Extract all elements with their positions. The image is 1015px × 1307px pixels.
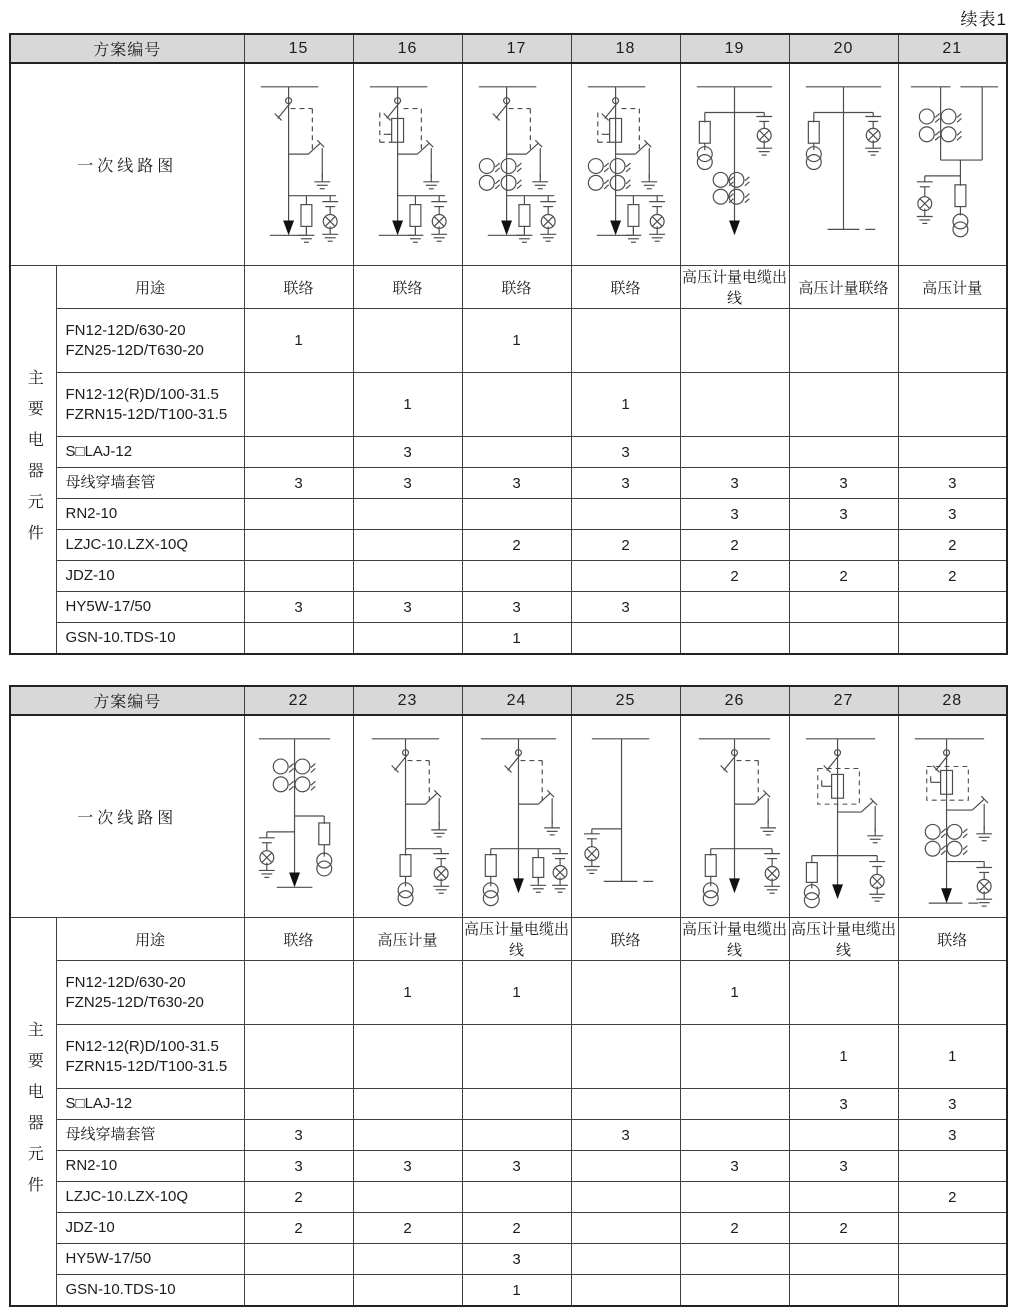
quantity-cell: 2 bbox=[898, 1182, 1007, 1213]
diagram-cell-19 bbox=[680, 63, 789, 266]
scheme-number-17: 17 bbox=[462, 34, 571, 63]
component-name-cell bbox=[56, 561, 244, 592]
circuit-diagram-icon-23 bbox=[354, 717, 461, 917]
component-name-line: GSN-10.TDS-10 bbox=[65, 1281, 176, 1299]
plan-number-header: 方案编号 bbox=[10, 34, 244, 63]
main-components-side-label: 主要电器元件 bbox=[25, 368, 43, 555]
quantity-cell bbox=[353, 499, 462, 530]
quantity-cell bbox=[680, 623, 789, 655]
quantity-cell bbox=[898, 1213, 1007, 1244]
component-name-line: LZJC-10.LZX-10Q bbox=[65, 536, 189, 554]
scheme-number-28: 28 bbox=[898, 686, 1007, 715]
usage-cell-25: 联络 bbox=[571, 918, 680, 961]
diagram-cell-15 bbox=[244, 63, 353, 266]
scheme-number-18: 18 bbox=[571, 34, 680, 63]
main-components-side-label-cell bbox=[10, 918, 56, 1307]
main-components-side-label: 主要电器元件 bbox=[25, 1020, 43, 1207]
component-name-cell bbox=[56, 1120, 244, 1151]
scheme-number-26: 26 bbox=[680, 686, 789, 715]
component-row bbox=[10, 1025, 1007, 1089]
quantity-cell: 3 bbox=[898, 1120, 1007, 1151]
quantity-cell bbox=[462, 561, 571, 592]
quantity-cell: 3 bbox=[680, 468, 789, 499]
usage-cell-27: 高压计量电缆出线 bbox=[789, 918, 898, 961]
component-row bbox=[10, 309, 1007, 373]
quantity-cell bbox=[789, 373, 898, 437]
quantity-cell bbox=[571, 1213, 680, 1244]
quantity-cell bbox=[789, 1120, 898, 1151]
quantity-cell: 1 bbox=[462, 1275, 571, 1307]
diagram-row bbox=[10, 715, 1007, 918]
component-name-cell bbox=[56, 437, 244, 468]
quantity-cell: 1 bbox=[680, 961, 789, 1025]
quantity-cell: 2 bbox=[244, 1182, 353, 1213]
quantity-cell: 3 bbox=[244, 592, 353, 623]
component-name-line: FZN25-12D/T630-20 bbox=[65, 993, 204, 1011]
quantity-cell: 2 bbox=[680, 561, 789, 592]
component-name-line: HY5W-17/50 bbox=[65, 598, 152, 616]
quantity-cell: 2 bbox=[789, 1213, 898, 1244]
quantity-cell: 2 bbox=[571, 530, 680, 561]
diagram-cell-22 bbox=[244, 715, 353, 918]
usage-row bbox=[10, 918, 1007, 961]
scheme-number-23: 23 bbox=[353, 686, 462, 715]
component-row bbox=[10, 592, 1007, 623]
scheme-header-row bbox=[10, 34, 1007, 63]
quantity-cell: 1 bbox=[353, 961, 462, 1025]
usage-cell-28: 联络 bbox=[898, 918, 1007, 961]
quantity-cell bbox=[244, 499, 353, 530]
quantity-cell bbox=[898, 1151, 1007, 1182]
scheme-number-20: 20 bbox=[789, 34, 898, 63]
quantity-cell bbox=[789, 309, 898, 373]
quantity-cell: 2 bbox=[898, 530, 1007, 561]
quantity-cell: 1 bbox=[244, 309, 353, 373]
circuit-diagram-icon-28 bbox=[899, 717, 1006, 917]
quantity-cell bbox=[353, 623, 462, 655]
component-name-cell bbox=[56, 1275, 244, 1307]
quantity-cell bbox=[244, 1089, 353, 1120]
plan-number-header: 方案编号 bbox=[10, 686, 244, 715]
usage-cell-24: 高压计量电缆出线 bbox=[462, 918, 571, 961]
component-name-line: JDZ-10 bbox=[65, 567, 115, 585]
usage-cell-15: 联络 bbox=[244, 266, 353, 309]
component-name-cell bbox=[56, 623, 244, 655]
component-name-cell bbox=[56, 373, 244, 437]
scheme-table-15-21 bbox=[9, 33, 1008, 655]
quantity-cell: 1 bbox=[353, 373, 462, 437]
usage-cell-26: 高压计量电缆出线 bbox=[680, 918, 789, 961]
component-name-cell bbox=[56, 1244, 244, 1275]
quantity-cell: 3 bbox=[571, 437, 680, 468]
diagram-cell-24 bbox=[462, 715, 571, 918]
usage-cell-20: 高压计量联络 bbox=[789, 266, 898, 309]
quantity-cell: 3 bbox=[353, 468, 462, 499]
quantity-cell bbox=[353, 1182, 462, 1213]
quantity-cell: 3 bbox=[898, 468, 1007, 499]
quantity-cell bbox=[571, 1089, 680, 1120]
quantity-cell bbox=[244, 530, 353, 561]
component-name-cell bbox=[56, 1089, 244, 1120]
quantity-cell: 2 bbox=[680, 530, 789, 561]
component-name-cell bbox=[56, 530, 244, 561]
scheme-number-25: 25 bbox=[571, 686, 680, 715]
quantity-cell: 2 bbox=[789, 561, 898, 592]
quantity-cell: 1 bbox=[898, 1025, 1007, 1089]
quantity-cell bbox=[462, 499, 571, 530]
quantity-cell bbox=[462, 373, 571, 437]
component-row bbox=[10, 1182, 1007, 1213]
quantity-cell bbox=[680, 592, 789, 623]
scheme-number-19: 19 bbox=[680, 34, 789, 63]
quantity-cell bbox=[789, 1244, 898, 1275]
primary-circuit-label: 一次线路图 bbox=[10, 715, 244, 918]
quantity-cell bbox=[789, 1275, 898, 1307]
quantity-cell: 2 bbox=[462, 1213, 571, 1244]
component-name-line: 母线穿墙套管 bbox=[65, 1126, 156, 1144]
quantity-cell bbox=[244, 961, 353, 1025]
main-components-side-label-cell bbox=[10, 266, 56, 655]
quantity-cell bbox=[898, 309, 1007, 373]
quantity-cell bbox=[680, 1244, 789, 1275]
component-name-line: HY5W-17/50 bbox=[65, 1250, 152, 1268]
component-row bbox=[10, 530, 1007, 561]
quantity-cell bbox=[571, 1182, 680, 1213]
quantity-cell: 3 bbox=[898, 1089, 1007, 1120]
quantity-cell: 1 bbox=[462, 309, 571, 373]
quantity-cell: 3 bbox=[244, 468, 353, 499]
circuit-diagram-icon-18 bbox=[572, 65, 679, 265]
quantity-cell bbox=[353, 1244, 462, 1275]
scheme-header-row bbox=[10, 686, 1007, 715]
quantity-cell bbox=[898, 961, 1007, 1025]
quantity-cell bbox=[244, 1275, 353, 1307]
quantity-cell bbox=[353, 309, 462, 373]
quantity-cell: 3 bbox=[244, 1151, 353, 1182]
quantity-cell: 1 bbox=[789, 1025, 898, 1089]
usage-cell-17: 联络 bbox=[462, 266, 571, 309]
circuit-diagram-icon-24 bbox=[463, 717, 570, 917]
component-name-cell bbox=[56, 1213, 244, 1244]
quantity-cell: 3 bbox=[353, 1151, 462, 1182]
quantity-cell bbox=[462, 1025, 571, 1089]
usage-cell-22: 联络 bbox=[244, 918, 353, 961]
quantity-cell bbox=[244, 623, 353, 655]
quantity-cell: 2 bbox=[244, 1213, 353, 1244]
quantity-cell bbox=[571, 1275, 680, 1307]
circuit-diagram-icon-25 bbox=[572, 717, 679, 917]
component-name-line: FN12-12(R)D/100-31.5 bbox=[65, 1038, 219, 1055]
quantity-cell bbox=[680, 1089, 789, 1120]
scheme-table-22-28 bbox=[9, 685, 1008, 1307]
quantity-cell bbox=[462, 437, 571, 468]
scheme-number-21: 21 bbox=[898, 34, 1007, 63]
quantity-cell: 3 bbox=[462, 468, 571, 499]
quantity-cell: 3 bbox=[789, 1151, 898, 1182]
continuation-label: 续表1 bbox=[960, 10, 1007, 29]
diagram-cell-23 bbox=[353, 715, 462, 918]
quantity-cell: 3 bbox=[462, 592, 571, 623]
scheme-number-15: 15 bbox=[244, 34, 353, 63]
quantity-cell: 3 bbox=[244, 1120, 353, 1151]
primary-circuit-label: 一次线路图 bbox=[10, 63, 244, 266]
quantity-cell bbox=[680, 437, 789, 468]
quantity-cell bbox=[353, 561, 462, 592]
quantity-cell bbox=[571, 1151, 680, 1182]
component-row bbox=[10, 561, 1007, 592]
quantity-cell: 3 bbox=[680, 499, 789, 530]
diagram-cell-25 bbox=[571, 715, 680, 918]
quantity-cell: 3 bbox=[789, 1089, 898, 1120]
usage-cell-21: 高压计量 bbox=[898, 266, 1007, 309]
quantity-cell bbox=[898, 623, 1007, 655]
quantity-cell bbox=[789, 1182, 898, 1213]
quantity-cell: 2 bbox=[680, 1213, 789, 1244]
quantity-cell: 3 bbox=[353, 437, 462, 468]
usage-cell-23: 高压计量 bbox=[353, 918, 462, 961]
diagram-cell-26 bbox=[680, 715, 789, 918]
component-row bbox=[10, 1213, 1007, 1244]
quantity-cell: 2 bbox=[898, 561, 1007, 592]
diagram-cell-16 bbox=[353, 63, 462, 266]
usage-cell-18: 联络 bbox=[571, 266, 680, 309]
component-name-line: FN12-12D/630-20 bbox=[65, 322, 186, 339]
quantity-cell bbox=[353, 1275, 462, 1307]
quantity-cell bbox=[680, 309, 789, 373]
component-name-line: FN12-12(R)D/100-31.5 bbox=[65, 386, 219, 403]
component-row bbox=[10, 1151, 1007, 1182]
quantity-cell: 1 bbox=[462, 623, 571, 655]
circuit-diagram-icon-22 bbox=[245, 717, 352, 917]
quantity-cell bbox=[462, 1089, 571, 1120]
component-name-line: FZN25-12D/T630-20 bbox=[65, 341, 204, 359]
quantity-cell bbox=[244, 561, 353, 592]
quantity-cell bbox=[789, 530, 898, 561]
scheme-number-22: 22 bbox=[244, 686, 353, 715]
usage-header: 用途 bbox=[56, 266, 244, 309]
usage-cell-19: 高压计量电缆出线 bbox=[680, 266, 789, 309]
component-name-cell bbox=[56, 309, 244, 373]
scheme-number-27: 27 bbox=[789, 686, 898, 715]
quantity-cell: 3 bbox=[462, 1244, 571, 1275]
component-row bbox=[10, 1275, 1007, 1307]
component-name-cell bbox=[56, 1151, 244, 1182]
component-name-cell bbox=[56, 499, 244, 530]
scheme-number-24: 24 bbox=[462, 686, 571, 715]
component-name-line: JDZ-10 bbox=[65, 1219, 115, 1237]
quantity-cell bbox=[353, 1120, 462, 1151]
quantity-cell bbox=[680, 1120, 789, 1151]
quantity-cell bbox=[789, 623, 898, 655]
quantity-cell bbox=[462, 1182, 571, 1213]
quantity-cell bbox=[571, 1025, 680, 1089]
quantity-cell: 3 bbox=[462, 1151, 571, 1182]
circuit-diagram-icon-16 bbox=[354, 65, 461, 265]
usage-header: 用途 bbox=[56, 918, 244, 961]
quantity-cell bbox=[571, 623, 680, 655]
quantity-cell bbox=[898, 592, 1007, 623]
quantity-cell bbox=[571, 961, 680, 1025]
quantity-cell bbox=[244, 1025, 353, 1089]
component-name-line: LZJC-10.LZX-10Q bbox=[65, 1188, 189, 1206]
component-name-cell bbox=[56, 592, 244, 623]
diagram-cell-20 bbox=[789, 63, 898, 266]
quantity-cell: 3 bbox=[571, 592, 680, 623]
component-name-line: RN2-10 bbox=[65, 1157, 118, 1175]
circuit-diagram-icon-17 bbox=[463, 65, 570, 265]
quantity-cell bbox=[898, 1275, 1007, 1307]
quantity-cell bbox=[898, 1244, 1007, 1275]
component-name-line: GSN-10.TDS-10 bbox=[65, 629, 176, 647]
quantity-cell bbox=[898, 373, 1007, 437]
quantity-cell: 1 bbox=[571, 373, 680, 437]
quantity-cell bbox=[898, 437, 1007, 468]
quantity-cell bbox=[353, 1025, 462, 1089]
diagram-cell-28 bbox=[898, 715, 1007, 918]
quantity-cell bbox=[353, 530, 462, 561]
component-name-line: S□LAJ-12 bbox=[65, 443, 133, 461]
quantity-cell bbox=[789, 437, 898, 468]
quantity-cell: 3 bbox=[680, 1151, 789, 1182]
circuit-diagram-icon-26 bbox=[681, 717, 788, 917]
quantity-cell bbox=[244, 373, 353, 437]
quantity-cell bbox=[680, 373, 789, 437]
component-row bbox=[10, 437, 1007, 468]
quantity-cell bbox=[571, 499, 680, 530]
component-name-line: FN12-12D/630-20 bbox=[65, 974, 186, 991]
component-row bbox=[10, 623, 1007, 655]
quantity-cell: 3 bbox=[571, 1120, 680, 1151]
quantity-cell: 3 bbox=[898, 499, 1007, 530]
quantity-cell bbox=[571, 561, 680, 592]
component-name-cell bbox=[56, 961, 244, 1025]
quantity-cell bbox=[680, 1025, 789, 1089]
quantity-cell bbox=[244, 437, 353, 468]
usage-row bbox=[10, 266, 1007, 309]
scheme-number-16: 16 bbox=[353, 34, 462, 63]
component-name-cell bbox=[56, 1025, 244, 1089]
quantity-cell bbox=[680, 1182, 789, 1213]
component-row bbox=[10, 373, 1007, 437]
component-row bbox=[10, 961, 1007, 1025]
usage-cell-16: 联络 bbox=[353, 266, 462, 309]
diagram-cell-27 bbox=[789, 715, 898, 918]
component-name-line: S□LAJ-12 bbox=[65, 1095, 133, 1113]
component-row bbox=[10, 468, 1007, 499]
quantity-cell: 3 bbox=[789, 499, 898, 530]
quantity-cell: 2 bbox=[462, 530, 571, 561]
circuit-diagram-icon-27 bbox=[790, 717, 897, 917]
circuit-diagram-icon-20 bbox=[790, 65, 897, 265]
component-name-cell bbox=[56, 1182, 244, 1213]
component-row bbox=[10, 1089, 1007, 1120]
quantity-cell: 3 bbox=[789, 468, 898, 499]
quantity-cell bbox=[789, 592, 898, 623]
quantity-cell bbox=[571, 309, 680, 373]
quantity-cell bbox=[789, 961, 898, 1025]
diagram-cell-17 bbox=[462, 63, 571, 266]
component-row bbox=[10, 499, 1007, 530]
component-name-cell bbox=[56, 468, 244, 499]
diagram-cell-21 bbox=[898, 63, 1007, 266]
diagram-row bbox=[10, 63, 1007, 266]
quantity-cell bbox=[353, 1089, 462, 1120]
component-row bbox=[10, 1244, 1007, 1275]
quantity-cell: 2 bbox=[353, 1213, 462, 1244]
quantity-cell bbox=[571, 1244, 680, 1275]
component-name-line: FZRN15-12D/T100-31.5 bbox=[65, 1057, 228, 1075]
component-name-line: RN2-10 bbox=[65, 505, 118, 523]
circuit-diagram-icon-21 bbox=[899, 65, 1006, 265]
diagram-cell-18 bbox=[571, 63, 680, 266]
component-row bbox=[10, 1120, 1007, 1151]
quantity-cell bbox=[462, 1120, 571, 1151]
circuit-diagram-icon-15 bbox=[245, 65, 352, 265]
quantity-cell: 3 bbox=[353, 592, 462, 623]
component-name-line: 母线穿墙套管 bbox=[65, 474, 156, 492]
circuit-diagram-icon-19 bbox=[681, 65, 788, 265]
quantity-cell bbox=[680, 1275, 789, 1307]
quantity-cell bbox=[244, 1244, 353, 1275]
quantity-cell: 3 bbox=[571, 468, 680, 499]
component-name-line: FZRN15-12D/T100-31.5 bbox=[65, 405, 228, 423]
quantity-cell: 1 bbox=[462, 961, 571, 1025]
